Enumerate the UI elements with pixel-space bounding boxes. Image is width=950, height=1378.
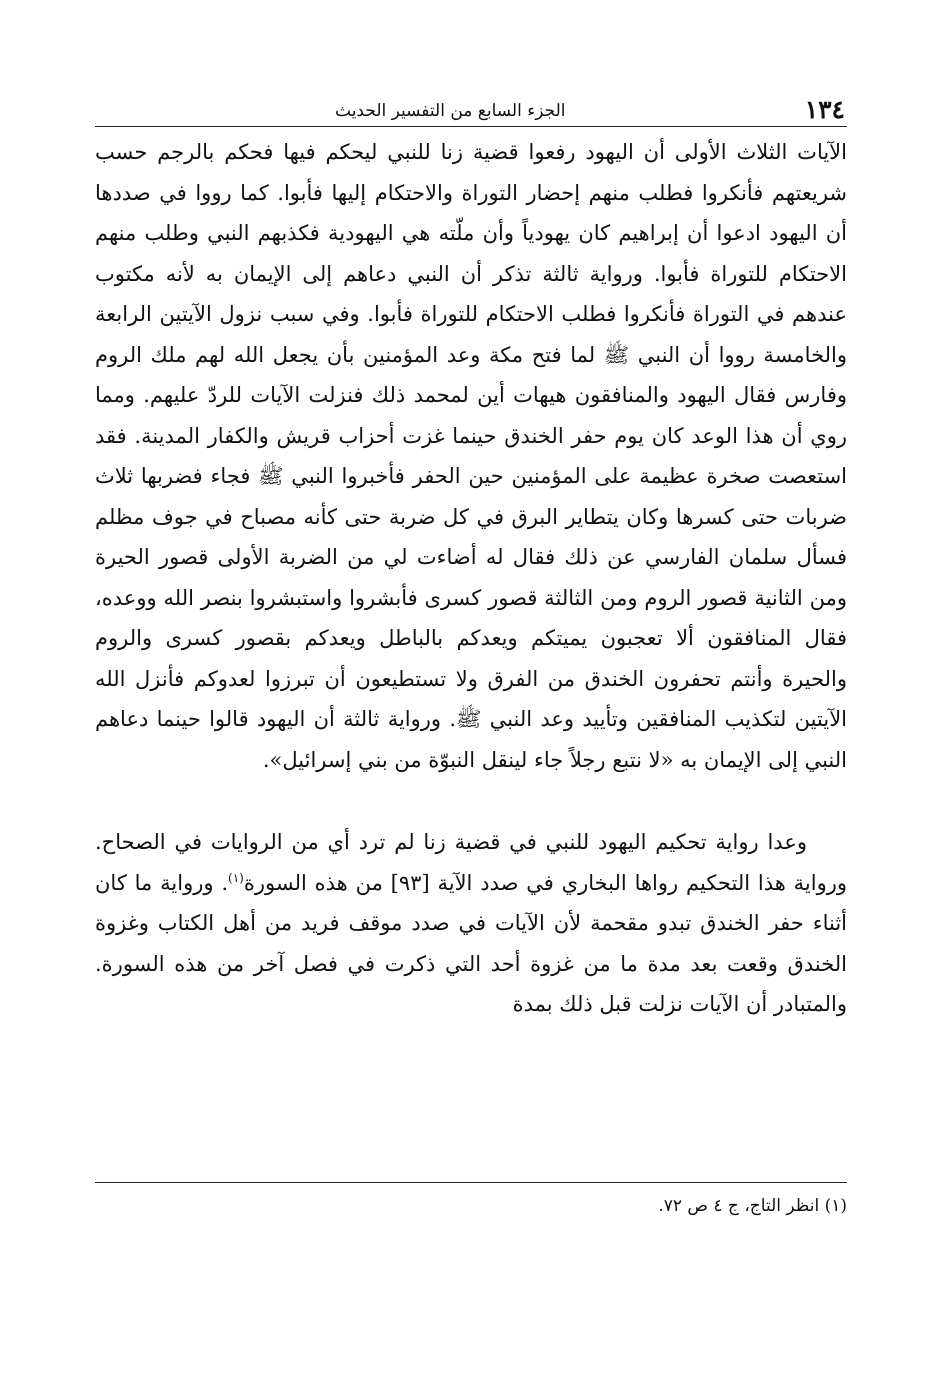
- footnote-reference: (١): [228, 870, 244, 885]
- paragraph-2-part-2: . ورواية ما كان أثناء حفر الخندق تبدو مقحمة لأن الآيات في صدد موقف فريد من أهل الكتاب وغزوة الخندق وقعت بعد مدة ما من غزوة أحد التي ذكرت في فصل آخر من هذه السورة. والمتبادر أن الآيات نزلت قبل ذلك بمدة: [95, 870, 847, 1016]
- body-text: [95, 132, 847, 1025]
- running-title: الجزء السابع من التفسير الحديث: [335, 101, 566, 121]
- footnote-divider: [95, 1182, 847, 1183]
- paragraph-2: [95, 822, 847, 1025]
- paragraph-gap: [95, 780, 847, 822]
- page: [95, 0, 847, 1378]
- page-header: [95, 92, 847, 127]
- footnote: [95, 1192, 847, 1220]
- page-number: ١٣٤: [804, 95, 845, 124]
- paragraph-2-part-1: وعدا رواية تحكيم اليهود للنبي في قضية زنا لم ترد أي من الروايات في الصحاح. ورواية هذا التحكيم رواها البخاري في صدد الآية [٩٣] من هذه السورة: [95, 830, 848, 895]
- paragraph-1: الآيات الثلاث الأولى أن اليهود رفعوا قضية زنا للنبي ليحكم فيها فحكم بالرجم حسب شريعتهم فأنكروا فطلب منهم إحضار التوراة والاحتكام إليها فأبوا. كما رووا في صددها أن اليهود ادعوا أن إبراهيم كان يهودياً وأن ملّته هي اليهودية فكذبهم النبي وطلب منهم الاحتكام للتوراة فأبوا. ورواية ثالثة تذكر أن النبي دعاهم إلى الإيمان به لأنه مكتوب عندهم في التوراة فأنكروا فطلب الاحتكام للتوراة فأبوا. وفي سبب نزول الآيتين الرابعة والخامسة رووا أن النبي ﷺ لما فتح مكة وعد المؤمنين بأن يجعل الله لهم ملك الروم وفارس فقال اليهود والمنافقون هيهات أين لمحمد ذلك فنزلت الآيات للردّ عليهم. ومما روي أن هذا الوعد كان يوم حفر الخندق حينما غزت أحزاب قريش والكفار المدينة. فقد استعصت صخرة عظيمة على المؤمنين حين الحفر فأخبروا النبي ﷺ فجاء فضربها ثلاث ضربات حتى كسرها وكان يتطاير البرق في كل ضربة حتى كأنه مصباح في جوف مظلم فسأل سلمان الفارسي عن ذلك فقال له أضاءت لي من الضربة الأولى قصور الحيرة ومن الثانية قصور الروم ومن الثالثة قصور كسرى فأبشروا واستبشروا بنصر الله ووعده، فقال المنافقون ألا تعجبون يميتكم ويعدكم بالباطل ويعدكم بقصور كسرى والروم والحيرة وأنتم تحفرون الخندق من الفرق ولا تستطيعون أن تبرزوا لعدوكم فأنزل الله الآيتين لتكذيب المنافقين وتأييد وعد النبي ﷺ. ورواية ثالثة أن اليهود قالوا حينما دعاهم النبي إلى الإيمان به «لا نتبع رجلاً جاء لينقل النبوّة من بني إسرائيل».: [95, 140, 847, 772]
- footnote-text: انظر التاج، ج ٤ ص ٧٢.: [658, 1196, 820, 1216]
- footnote-marker: (١): [824, 1196, 847, 1216]
